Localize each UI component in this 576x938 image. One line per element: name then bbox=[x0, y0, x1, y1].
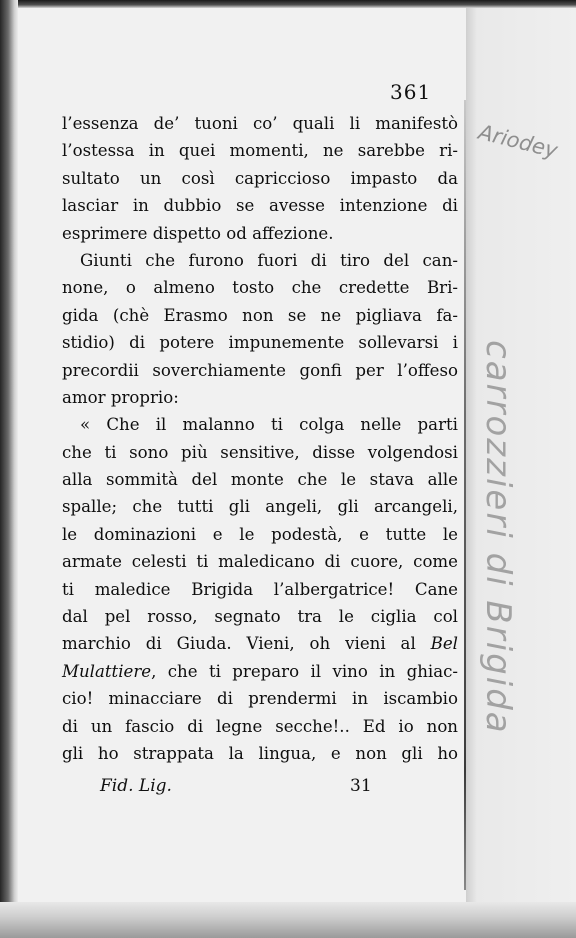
text-line: cio! minacciare di prendermi in iscambio bbox=[62, 689, 458, 709]
text-line: precordii soverchiamente gonfi per l’offeso bbox=[62, 360, 458, 380]
text-line-with-italic bbox=[62, 630, 458, 657]
text-line: armate celesti ti maledicano di cuore, come bbox=[62, 552, 458, 572]
text-line: esprimere dispetto od affezione. bbox=[62, 223, 334, 243]
italic-word: Mulattiere bbox=[62, 661, 152, 681]
text-line: spalle; che tutti gli angeli, gli arcangeli, bbox=[62, 497, 458, 517]
signature-mark: Fid. Lig. bbox=[100, 776, 172, 796]
text-line: stidio) di potere impunemente sollevarsi i bbox=[62, 333, 458, 353]
text-line: l’essenza de’ tuoni co’ quali li manifestò bbox=[62, 114, 458, 133]
text-line: dal pel rosso, segnato tra le ciglia col bbox=[62, 607, 458, 627]
pencil-annotation-top: Ariodey bbox=[476, 120, 560, 163]
text-line: none, o almeno tosto che credette Bri- bbox=[62, 278, 458, 298]
page-edge-line bbox=[464, 100, 466, 890]
text-line: gli ho strappata la lingua, e non gli ho bbox=[62, 743, 458, 763]
body-text bbox=[62, 110, 458, 767]
text-line: che ti sono più sensitive, disse volgendosi bbox=[62, 442, 458, 462]
text-line: Giunti che furono fuori di tiro del can- bbox=[80, 250, 458, 270]
text-line: sultato un così capriccioso impasto da bbox=[62, 168, 458, 188]
text-line: marchio di Giuda. Vieni, oh vieni al bbox=[62, 634, 416, 654]
binding-shadow bbox=[0, 0, 18, 938]
text-line: ti maledice Brigida l’albergatrice! Cane bbox=[62, 579, 458, 599]
pencil-annotation-vertical: carrozzieri di Brigida bbox=[478, 340, 518, 735]
text-line: Mulattiere, che ti preparo il vino in ghiac- bbox=[62, 661, 458, 681]
top-shadow bbox=[0, 0, 576, 8]
italic-word: Bel bbox=[430, 634, 458, 654]
text-line: « Che il malanno ti colga nelle parti bbox=[80, 415, 458, 435]
sheet-number: 31 bbox=[350, 776, 372, 796]
text-line: lasciar in dubbio se avesse intenzione di bbox=[62, 196, 458, 216]
text-line: l’ostessa in quei momenti, ne sarebbe ri- bbox=[62, 141, 458, 161]
bottom-scan-edge bbox=[0, 902, 576, 938]
text-line: le dominazioni e le podestà, e tutte le bbox=[62, 524, 458, 544]
text-line: gida (chè Erasmo non se ne pigliava fa- bbox=[62, 305, 458, 325]
page-number: 361 bbox=[390, 80, 432, 104]
text-line: amor proprio: bbox=[62, 387, 179, 407]
text-line: di un fascio di legne secche!.. Ed io non bbox=[62, 716, 458, 736]
text-line: alla sommità del monte che le stava alle bbox=[62, 470, 458, 490]
